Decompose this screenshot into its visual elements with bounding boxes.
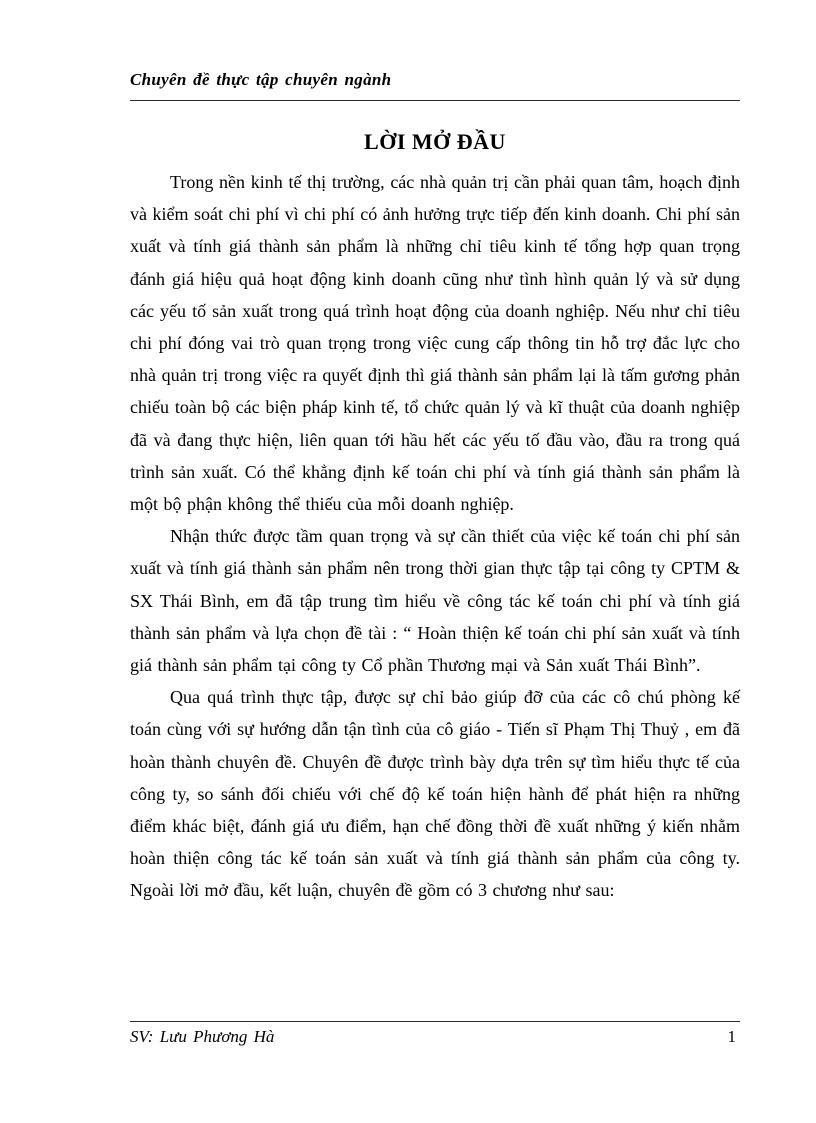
- document-body: [130, 166, 740, 907]
- running-header: Chuyên đề thực tập chuyên ngành: [130, 70, 392, 89]
- footer-author: SV: Lưu Phương Hà: [130, 1027, 275, 1046]
- page-footer: [130, 1027, 740, 1047]
- paragraph-acknowledgement: Qua quá trình thực tập, được sự chỉ bảo giúp đỡ của các cô chú phòng kế toán cùng với sự hướng dẫn tận tình của cô giáo - Tiến sĩ Phạm Thị Thuỷ , em đã hoàn thành chuyên đề. Chuyên đề được trình bày dựa trên sự tìm hiểu thực tế của công ty, so sánh đối chiếu với chế độ kế toán hiện hành để phát hiện ra những điểm khác biệt, đánh giá ưu điểm, hạn chế đồng thời đề xuất những ý kiến nhằm hoàn thiện công tác kế toán sản xuất và tính giá thành sản phẩm của công ty. Ngoài lời mở đầu, kết luận, chuyên đề gồm có 3 chương như sau:: [130, 687, 740, 901]
- header-divider: [130, 100, 740, 101]
- document-title: LỜI MỞ ĐẦU: [364, 129, 506, 154]
- footer-divider: [130, 1021, 740, 1022]
- paragraph-topic-selection: Nhận thức được tầm quan trọng và sự cần thiết của việc kế toán chi phí sản xuất và tính giá thành sản phẩm nên trong thời gian thực tập tại công ty CPTM & SX Thái Bình, em đã tập trung tìm hiểu về công tác kế toán chi phí và tính giá thành sản phẩm và lựa chọn đề tài : “ Hoàn thiện kế toán chi phí sản xuất và tính giá thành sản phẩm tại công ty Cổ phần Thương mại và Sản xuất Thái Bình”.: [130, 526, 740, 676]
- page-number: 1: [727, 1027, 736, 1046]
- paragraph-intro: Trong nền kinh tế thị trường, các nhà quản trị cần phải quan tâm, hoạch định và kiểm soát chi phí vì chi phí có ảnh hưởng trực tiếp đến kinh doanh. Chi phí sản xuất và tính giá thành sản phẩm là những chỉ tiêu kinh tế tổng hợp quan trọng đánh giá hiệu quả hoạt động kinh doanh cũng như tình hình quản lý và sử dụng các yếu tố sản xuất trong quá trình hoạt động của doanh nghiệp. Nếu như chỉ tiêu chi phí đóng vai trò quan trọng trong việc cung cấp thông tin hỗ trợ đắc lực cho nhà quản trị trong việc ra quyết định thì giá thành sản phẩm lại là tấm gương phản chiếu toàn bộ các biện pháp kinh tế, tổ chức quản lý và kĩ thuật của doanh nghiệp đã và đang thực hiện, liên quan tới hầu hết các yếu tố đầu vào, đầu ra trong quá trình sản xuất. Có thể khẳng định kế toán chi phí và tính giá thành sản phẩm là một bộ phận không thể thiếu của mỗi doanh nghiệp.: [130, 172, 740, 515]
